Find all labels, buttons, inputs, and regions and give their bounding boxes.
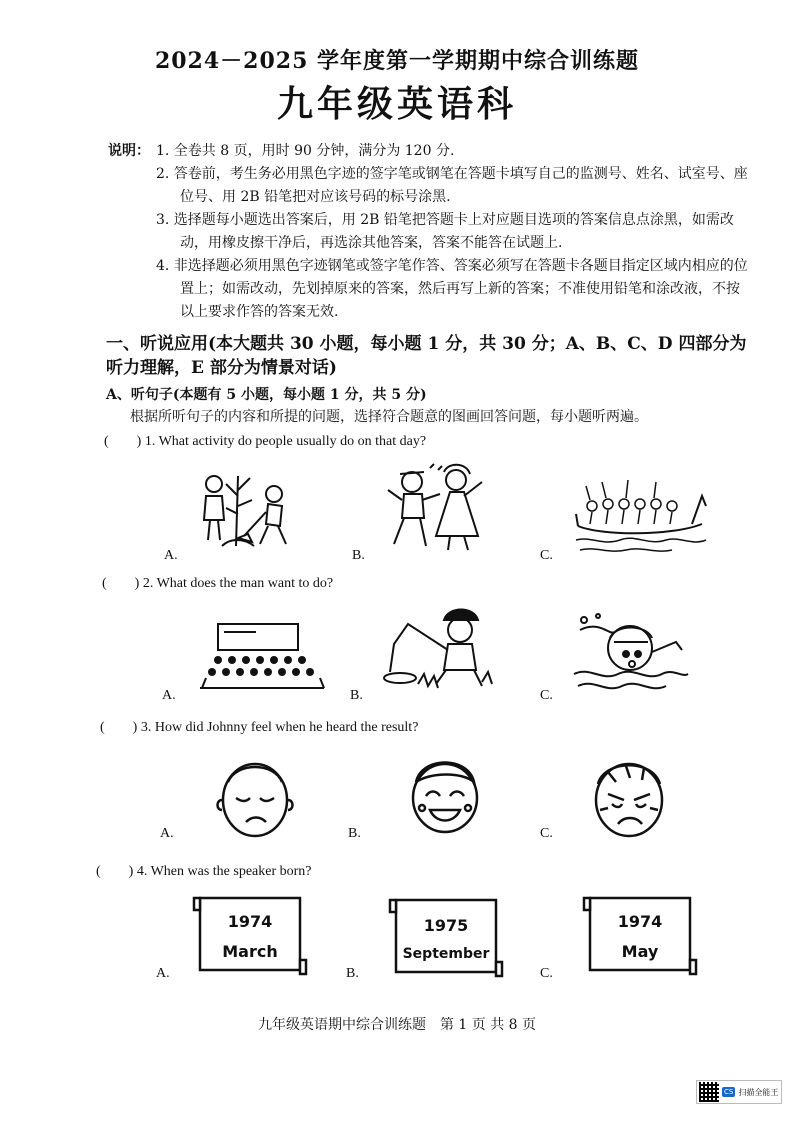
card-year: 1974 <box>227 912 273 931</box>
question-text: What does the man want to do? <box>156 576 334 591</box>
happy-face-picture <box>402 752 488 836</box>
part-a-instruction: 根据所听句子的内容和所提的问题，选择符合题意的图画回答问题，每小题听两遍。 <box>130 409 648 425</box>
card-year: 1974 <box>617 912 663 931</box>
card-month: March <box>222 942 278 961</box>
section-title: 一、听说应用(本大题共 30 小题，每小题 1 分，共 30 分；A、B、C、D 四部分为听力理解，E 部分为情景对话) <box>106 334 747 378</box>
part-a-title: A、听句子(本题有 5 小题，每小题 1 分，共 5 分) <box>106 387 427 403</box>
exam-title: 2024－2025 学年度第一学期期中综合训练题 <box>154 48 640 74</box>
angry-face-picture <box>586 754 672 840</box>
question-text: How did Johnny feel when he heard the result? <box>154 720 419 735</box>
option-c: C. <box>540 548 553 563</box>
option-b: B. <box>350 688 363 703</box>
card-year: 1975 <box>423 916 469 935</box>
instructions-block <box>108 140 748 324</box>
dragon-boat-picture <box>572 466 708 556</box>
option-c: C. <box>540 688 553 703</box>
option-a: A. <box>156 966 170 981</box>
sad-face-picture <box>212 756 298 840</box>
scanner-badge <box>696 1080 782 1104</box>
scroll-icon <box>580 894 698 978</box>
calendar-card-a <box>190 894 308 978</box>
fishing-man-picture <box>378 604 498 692</box>
option-c: C. <box>540 826 553 841</box>
card-month: September <box>402 946 490 962</box>
badge-text: 扫描全能王 <box>738 1087 779 1097</box>
question-text: What activity do people usually do on that day? <box>158 434 427 449</box>
dancing-couple-picture <box>378 460 494 554</box>
tree-planting-picture <box>196 456 306 552</box>
option-b: B. <box>346 966 359 981</box>
instruction-item: 1. 全卷共 8 页，用时 90 分钟，满分为 120 分. <box>156 143 455 159</box>
page-footer: 九年级英语期中综合训练题 第 1 页 共 8 页 <box>257 1017 537 1033</box>
instruction-item: 3. 选择题每小题选出答案后，用 2B 铅笔把答题卡上对应题目选项的答案信息点涂黑，如需改动，用橡皮擦干净后，再选涂其他答案，答案不能答在试题上. <box>156 212 734 251</box>
qr-code-icon <box>699 1082 719 1102</box>
question-4 <box>96 860 312 880</box>
option-a: A. <box>162 688 176 703</box>
question-prefix: ( ) 2. <box>102 576 154 591</box>
question-prefix: ( ) 3. <box>100 720 152 735</box>
scroll-icon <box>386 896 504 980</box>
calendar-card-c <box>580 894 698 978</box>
question-prefix: ( ) 4. <box>96 864 148 879</box>
question-1 <box>104 430 426 450</box>
question-text: When was the speaker born? <box>150 864 312 879</box>
calendar-card-b <box>386 896 504 980</box>
question-prefix: ( ) 1. <box>104 434 156 449</box>
question-3 <box>100 716 418 736</box>
cs-logo: CS <box>724 1088 734 1096</box>
card-month: May <box>621 942 659 961</box>
instruction-item: 2. 答卷前，考生务必用黑色字迹的签字笔或钢笔在答题卡填写自己的监测号、姓名、试室号、座位号、用 2B 铅笔把对应该号码的标号涂黑. <box>156 166 748 205</box>
swimming-picture <box>570 612 690 692</box>
option-c: C. <box>540 966 553 981</box>
option-a: A. <box>160 826 174 841</box>
question-2 <box>102 572 333 592</box>
instructions-head: 说明： <box>108 143 150 159</box>
cinema-audience-picture <box>196 622 328 692</box>
scroll-icon <box>190 894 308 978</box>
option-a: A. <box>164 548 178 563</box>
instruction-item: 4. 非选择题必须用黑色字迹钢笔或签字笔作答、答案必须写在答题卡各题目指定区域内相应的位置上；如需改动，先划掉原来的答案，然后再写上新的答案；不准使用铅笔和涂改液，不按以上要求作答的答案无效. <box>156 258 748 320</box>
option-b: B. <box>348 826 361 841</box>
subject-title: 九年级英语科 <box>276 83 517 125</box>
option-b: B. <box>352 548 365 563</box>
